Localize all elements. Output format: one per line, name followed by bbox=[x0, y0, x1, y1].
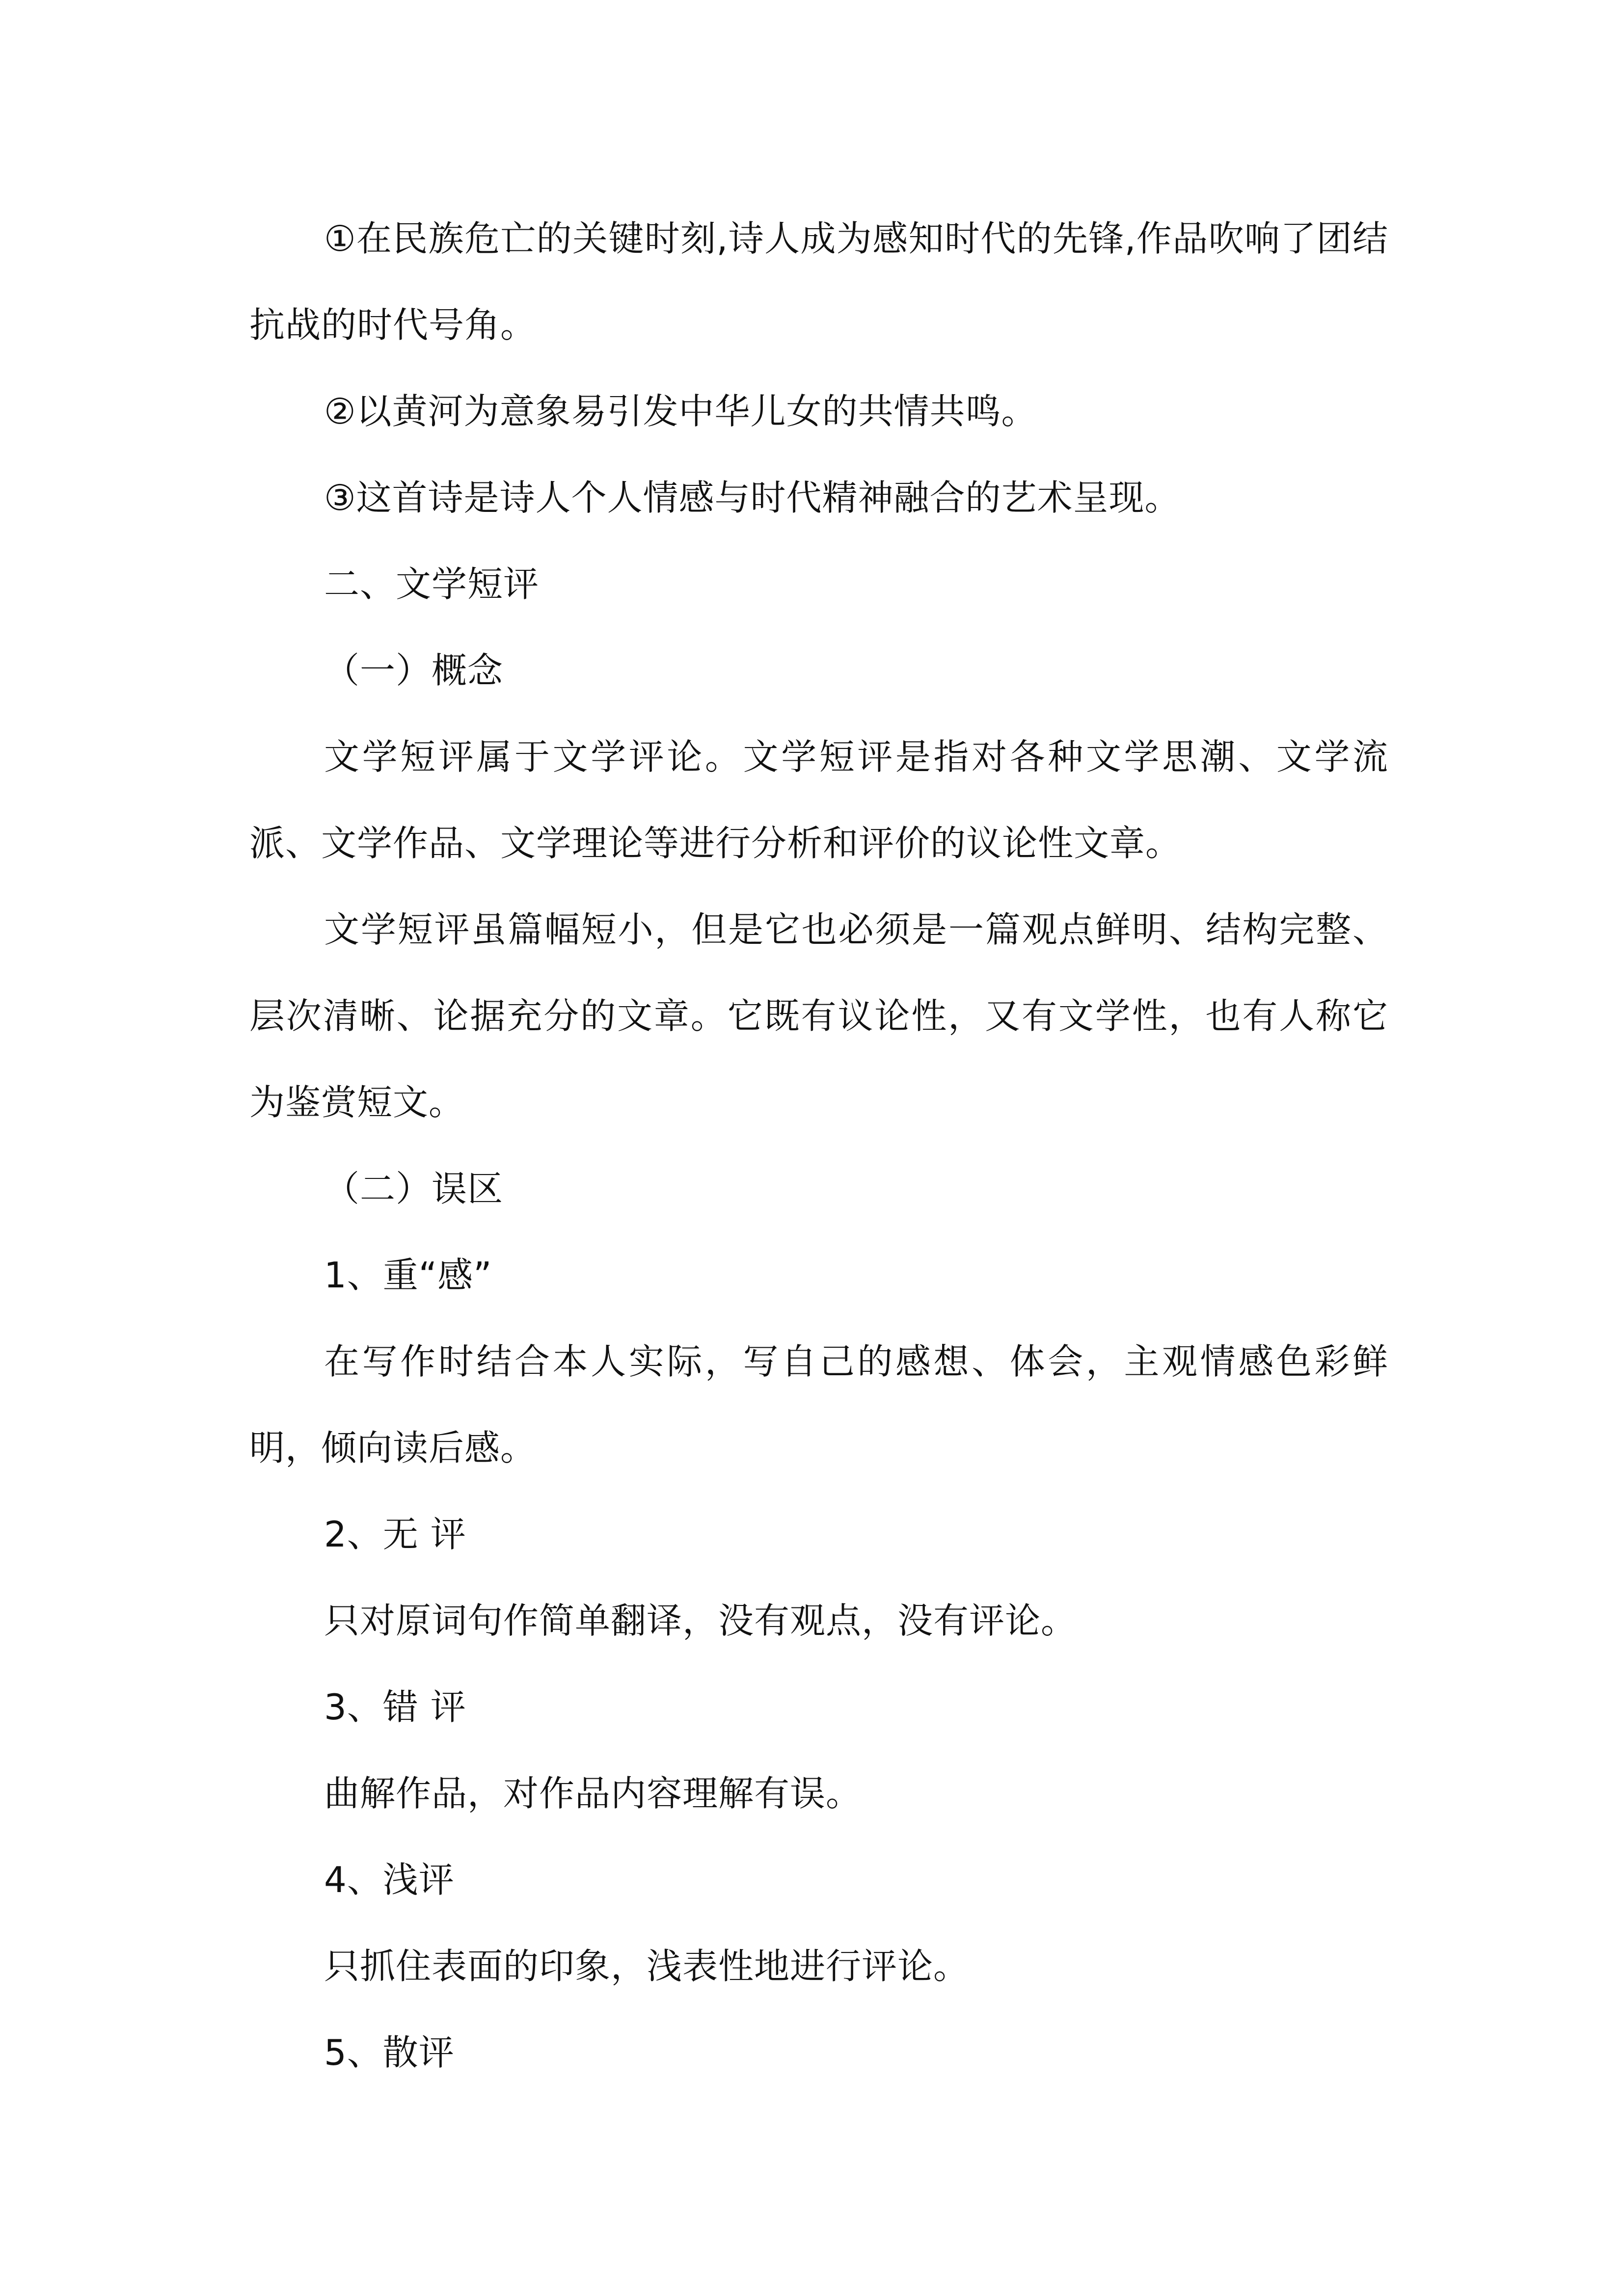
item-text-2: 只对原词句作简单翻译，没有观点，没有评论。 bbox=[324, 1600, 1077, 1641]
item-heading-3: 3、错 评 bbox=[324, 1686, 466, 1728]
item-text-3: 曲解作品，对作品内容理解有误。 bbox=[324, 1773, 862, 1814]
item-heading-2: 2、无 评 bbox=[324, 1514, 466, 1555]
paragraph-concept-features: 文学短评虽篇幅短小，但是它也必须是一篇观点鲜明、结构完整、层次清晰、论据充分的文章。它既有议论性，又有文学性，也有人称它为鉴赏短文。 bbox=[249, 909, 1388, 1123]
paragraph-significance-3: ③这首诗是诗人个人情感与时代精神融合的艺术呈现。 bbox=[324, 477, 1181, 518]
item-text-1: 在写作时结合本人实际，写自己的感想、体会，主观情感色彩鲜明，倾向读后感。 bbox=[249, 1341, 1388, 1468]
subheading-misconceptions: （二）误区 bbox=[324, 1168, 504, 1209]
item-heading-1: 1、重“感” bbox=[324, 1255, 492, 1296]
paragraph-concept-definition: 文学短评属于文学评论。文学短评是指对各种文学思潮、文学流派、文学作品、文学理论等进行分析和评价的议论性文章。 bbox=[249, 736, 1388, 864]
paragraph-significance-2: ②以黄河为意象易引发中华儿女的共情共鸣。 bbox=[324, 391, 1037, 432]
section-heading-literary-review: 二、文学短评 bbox=[324, 563, 540, 605]
item-heading-5: 5、散评 bbox=[324, 2032, 455, 2073]
paragraph-significance-1: ①在民族危亡的关键时刻,诗人成为感知时代的先锋,作品吹响了团结抗战的时代号角。 bbox=[249, 218, 1388, 346]
subheading-concept: （一）概念 bbox=[324, 650, 504, 691]
item-heading-4: 4、浅评 bbox=[324, 1859, 455, 1900]
item-text-4: 只抓住表面的印象，浅表性地进行评论。 bbox=[324, 1946, 970, 1987]
